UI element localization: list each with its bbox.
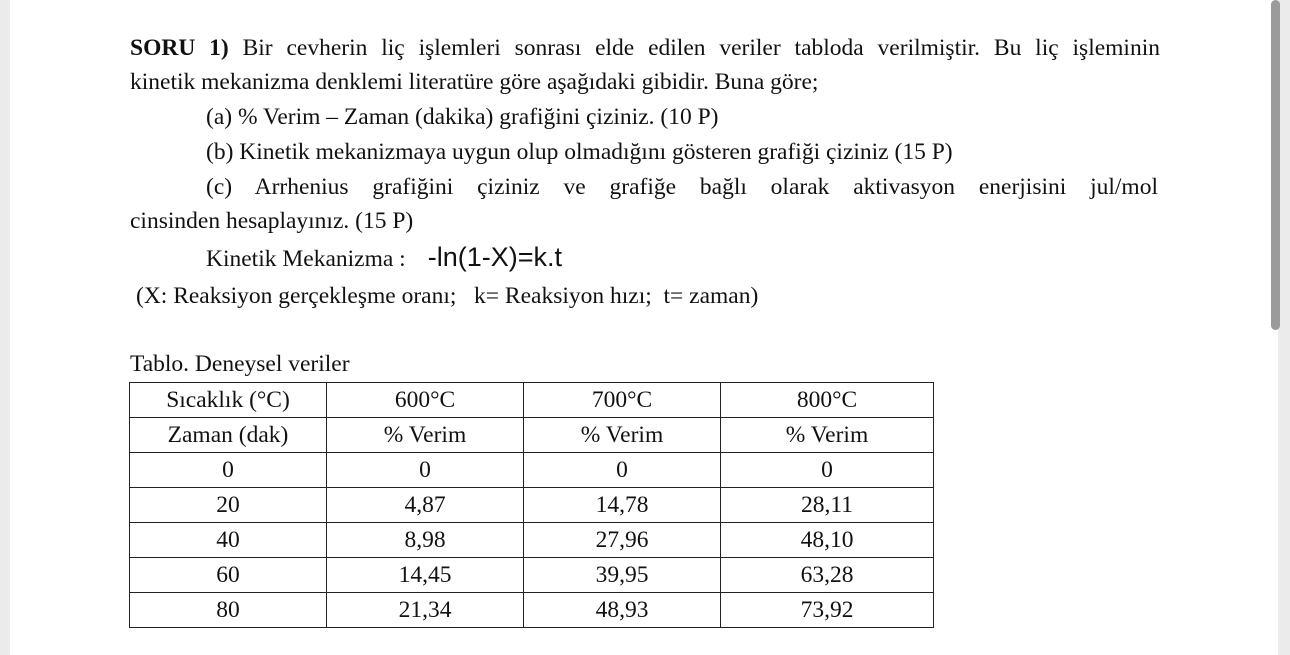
table-cell: 40 [130,523,327,558]
header-cell: % Verim [524,418,721,453]
table-cell: 20 [130,488,327,523]
header-cell: 700°C [524,383,721,418]
table-row [130,523,934,558]
part-c-line-2: cinsinden hesaplayınız. (15 P) [130,208,414,234]
header-cell: 600°C [327,383,524,418]
table-cell: 73,92 [721,593,934,628]
table-cell: 63,28 [721,558,934,593]
intro-line-2: kinetik mekanizma denklemi literatüre göre aşağıdaki gibidir. Buna göre; [130,69,819,95]
header-cell: 800°C [721,383,934,418]
table-cell: 14,78 [524,488,721,523]
table-cell: 21,34 [327,593,524,628]
table-cell: 0 [721,453,934,488]
table-row [130,593,934,628]
part-b: (b) Kinetik mekanizmaya uygun olup olmadığını gösteren grafiği çiziniz (15 P) [206,139,953,165]
variable-legend: (X: Reaksiyon gerçekleşme oranı; k= Reaksiyon hızı; t= zaman) [136,283,759,309]
table-header-row [130,383,934,418]
header-cell: % Verim [327,418,524,453]
question-label: SORU 1) [130,35,229,61]
table-cell: 80 [130,593,327,628]
table-cell: 60 [130,558,327,593]
table-cell: 0 [524,453,721,488]
table-cell: 48,10 [721,523,934,558]
scrollbar-thumb[interactable] [1271,0,1280,330]
intro-text-1: Bir cevherin liç işlemleri sonrası elde edilen veriler tabloda verilmiştir. Bu liç işleminin [242,35,1160,61]
table-cell: 27,96 [524,523,721,558]
part-c-line-1: (c) Arrhenius grafiğini çiziniz ve grafiğe bağlı olarak aktivasyon enerjisini jul/mol [206,174,1158,200]
kinetic-mechanism [206,240,562,276]
header-cell: Zaman (dak) [130,418,327,453]
mechanism-label: Kinetik Mekanizma : [206,246,406,272]
table-cell: 8,98 [327,523,524,558]
part-a: (a) % Verim – Zaman (dakika) grafiğini çiziniz. (10 P) [206,104,719,130]
table-cell: 4,87 [327,488,524,523]
header-cell: Sıcaklık (°C) [130,383,327,418]
experimental-data-table [129,382,934,628]
table-row [130,488,934,523]
table-cell: 48,93 [524,593,721,628]
table-cell: 39,95 [524,558,721,593]
table-cell: 14,45 [327,558,524,593]
table-row [130,453,934,488]
header-cell: % Verim [721,418,934,453]
table-header-row [130,418,934,453]
table-cell: 0 [130,453,327,488]
table-cell: 0 [327,453,524,488]
table-caption: Tablo. Deneysel veriler [130,351,350,377]
table-cell: 28,11 [721,488,934,523]
mechanism-formula: -ln(1-X)=k.t [427,242,562,272]
table-row [130,558,934,593]
intro-line-1 [130,31,1160,65]
